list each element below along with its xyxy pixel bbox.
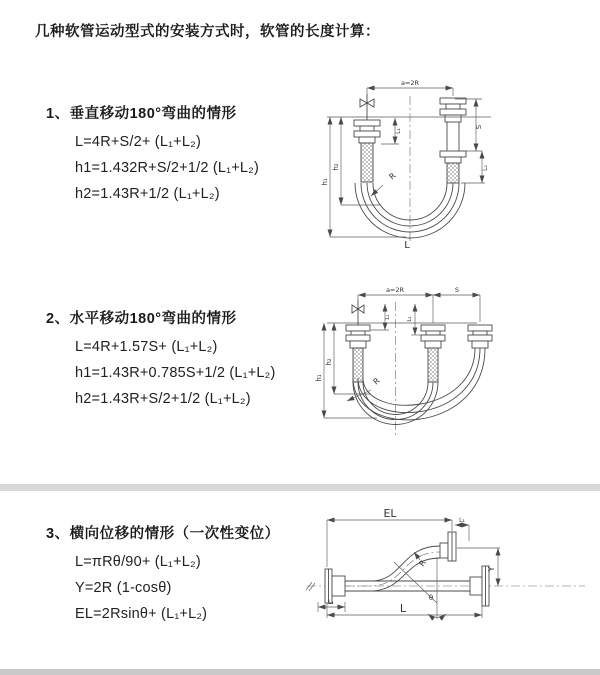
dim-label-l2: L₂ (407, 316, 413, 322)
diagram-vertical-u-bend (315, 70, 590, 255)
label-bend-radius: R (371, 376, 382, 387)
dim-label-l2: L₂ (482, 165, 489, 171)
dim-label-a2r: a=2R (400, 79, 420, 87)
section-2 (46, 307, 336, 417)
diagram-lateral-offset (303, 505, 593, 665)
right-flange-stack (440, 98, 466, 183)
label-hose-length: L (404, 240, 410, 251)
section-1 (46, 102, 336, 212)
braided-hose-section (361, 143, 373, 182)
section-3 (46, 522, 336, 632)
braided-hose-section (447, 163, 459, 183)
dim-label-l1-top: L₁ (459, 517, 465, 524)
dim-label-s: S (454, 286, 460, 294)
dimension-lines (318, 520, 500, 618)
section-1-formula-h1: h1=1.432R+S/2+1/2 (L₁+L₂) (75, 160, 260, 176)
dim-label-h2: h₂ (332, 163, 340, 171)
section-1-formula-h2: h2=1.43R+1/2 (L₁+L₂) (75, 186, 220, 202)
label-bend-radius: R (387, 171, 398, 182)
valve-icon (360, 94, 374, 120)
dim-label-h1: h₁ (321, 178, 329, 186)
dim-label-s: S (475, 124, 483, 130)
right-flange-stack (468, 325, 492, 348)
dim-label-h2: h₂ (325, 358, 333, 366)
hose-u-bend-displaced (353, 348, 485, 420)
label-bend-radius: R (417, 558, 428, 569)
label-bend-angle: θ (428, 594, 434, 602)
section-1-formula-L: L=4R+S/2+ (L₁+L₂) (75, 134, 201, 150)
dimension-lines (324, 295, 480, 418)
label-hose-length: L (399, 602, 407, 615)
dim-label-y: Y (487, 566, 496, 572)
braided-hose-section (428, 348, 438, 382)
left-flange (325, 569, 345, 603)
page-title: 几种软管运动型式的安装方式时，软管的长度计算： (35, 24, 380, 40)
dim-label-l1: L₁ (385, 314, 391, 320)
dim-label-a2r: a=2R (385, 286, 405, 294)
page-bottom-edge (0, 669, 600, 675)
hose-s-curve (345, 546, 440, 591)
section-2-formula-h1: h1=1.43R+0.785S+1/2 (L₁+L₂) (75, 365, 276, 381)
section-1-heading: 1、垂直移动180°弯曲的情形 (46, 106, 237, 122)
braided-hose-section (353, 348, 363, 382)
diagram-horizontal-u-bend (315, 278, 600, 453)
left-flange-stack (354, 120, 380, 182)
left-flange-stack (346, 325, 370, 382)
section-3-heading: 3、横向位移的情形（一次性变位） (46, 526, 280, 542)
dim-label-el: EL (383, 507, 397, 520)
dim-label-l1-bottom: L₁ (328, 599, 334, 606)
section-3-formula-L: L=πRθ/90+ (L₁+L₂) (75, 554, 201, 570)
upper-flange (440, 532, 456, 561)
middle-flange-stack (421, 325, 445, 382)
section-2-formula-L: L=4R+1.57S+ (L₁+L₂) (75, 339, 218, 355)
dim-label-l1: L₁ (395, 128, 402, 134)
section-3-formula-Y: Y=2R (1-cosθ) (75, 580, 172, 596)
page-seam (0, 484, 600, 491)
dim-label-h1: h₁ (315, 374, 323, 382)
section-2-formula-h2: h2=1.43R+S/2+1/2 (L₁+L₂) (75, 391, 251, 407)
section-3-formula-EL: EL=2Rsinθ+ (L₁+L₂) (75, 606, 208, 622)
section-2-heading: 2、水平移动180°弯曲的情形 (46, 311, 237, 327)
centerline-break-mark (306, 582, 315, 591)
